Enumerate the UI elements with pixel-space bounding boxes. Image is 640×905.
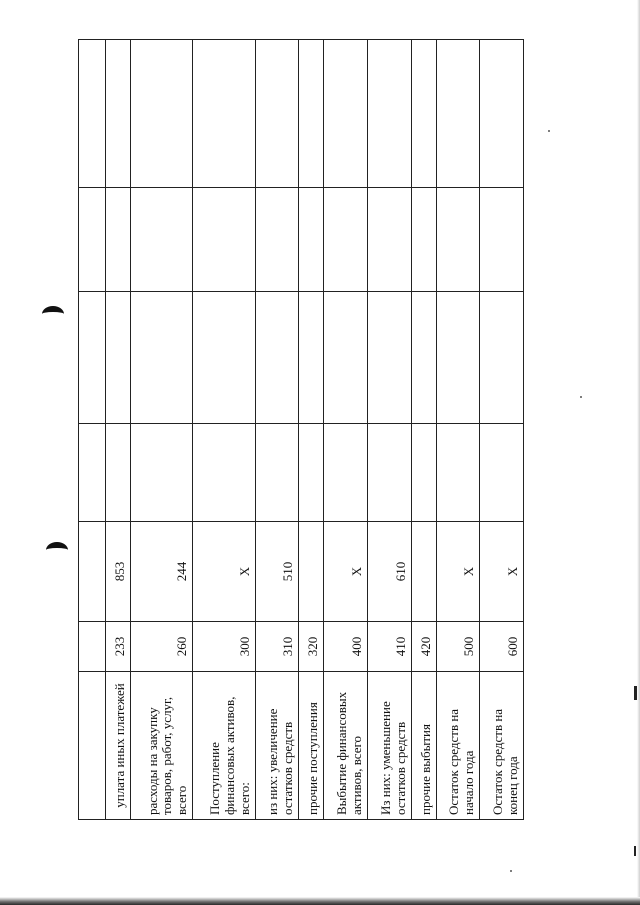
cell	[324, 40, 368, 188]
cell	[480, 292, 524, 424]
table-row	[79, 40, 106, 820]
cell	[255, 40, 299, 188]
row-kosgu: Х	[436, 522, 480, 622]
table-row	[193, 40, 255, 820]
cell	[255, 188, 299, 292]
table-row	[130, 40, 192, 820]
row-name: расходы на закупку товаров, работ, услуг, всего	[130, 672, 192, 820]
cell	[324, 188, 368, 292]
cell	[79, 672, 106, 820]
cell	[299, 292, 324, 424]
cell	[411, 424, 436, 522]
row-kosgu: 244	[130, 522, 192, 622]
row-kosgu: 510	[255, 522, 299, 622]
row-kosgu: Х	[324, 522, 368, 622]
row-code: 260	[130, 622, 192, 672]
cell	[436, 188, 480, 292]
cell	[79, 40, 106, 188]
cell	[324, 292, 368, 424]
cell	[324, 424, 368, 522]
row-code: 420	[411, 622, 436, 672]
row-code: 600	[480, 622, 524, 672]
scan-speck	[510, 870, 512, 872]
row-name: прочие поступления	[299, 672, 324, 820]
cell	[480, 40, 524, 188]
row-name: Из них: уменьшение остатков средств	[367, 672, 411, 820]
cell	[411, 188, 436, 292]
row-kosgu: 853	[106, 522, 131, 622]
table-row	[255, 40, 299, 820]
cell	[411, 40, 436, 188]
page-edge	[0, 897, 640, 905]
row-code: 500	[436, 622, 480, 672]
row-code: 310	[255, 622, 299, 672]
row-code: 400	[324, 622, 368, 672]
cell	[436, 40, 480, 188]
cell	[299, 424, 324, 522]
cell	[480, 188, 524, 292]
row-name: Выбытие финансовых активов, всего	[324, 672, 368, 820]
financial-activity-table	[78, 39, 524, 820]
row-kosgu: Х	[480, 522, 524, 622]
cell	[130, 40, 192, 188]
row-name: из них: увеличение остатков средств	[255, 672, 299, 820]
cell	[193, 424, 255, 522]
cell	[367, 188, 411, 292]
cell	[436, 424, 480, 522]
cell	[299, 40, 324, 188]
row-name: уплата иных платежей	[106, 672, 131, 820]
cell	[255, 292, 299, 424]
cell	[79, 292, 106, 424]
row-name: Поступление финансовых активов, всего:	[193, 672, 255, 820]
punch-hole-mark-top	[42, 306, 64, 322]
cell	[130, 292, 192, 424]
cell	[367, 40, 411, 188]
row-name: прочие выбытия	[411, 672, 436, 820]
scan-speck	[580, 396, 582, 398]
cell	[79, 424, 106, 522]
row-kosgu: 610	[367, 522, 411, 622]
row-name: Остаток средств на начало года	[436, 672, 480, 820]
cell	[106, 292, 131, 424]
row-code: 233	[106, 622, 131, 672]
cell	[106, 188, 131, 292]
table-row	[324, 40, 368, 820]
cell	[130, 424, 192, 522]
rotated-table-container	[78, 40, 524, 820]
cell	[79, 188, 106, 292]
cell	[79, 522, 106, 622]
row-kosgu: Х	[193, 522, 255, 622]
punch-hole-mark-bottom	[46, 542, 68, 558]
cell	[367, 424, 411, 522]
cell	[367, 292, 411, 424]
scan-speck	[548, 130, 550, 132]
cell	[130, 188, 192, 292]
cell	[299, 188, 324, 292]
cell	[106, 40, 131, 188]
row-code: 320	[299, 622, 324, 672]
table-row	[367, 40, 411, 820]
cell	[436, 292, 480, 424]
cell	[411, 292, 436, 424]
row-kosgu	[299, 522, 324, 622]
row-kosgu	[411, 522, 436, 622]
row-code: 300	[193, 622, 255, 672]
table-row	[436, 40, 480, 820]
cell	[480, 424, 524, 522]
scan-artifact	[634, 846, 636, 856]
table-row	[106, 40, 131, 820]
cell	[193, 292, 255, 424]
table-row	[299, 40, 324, 820]
cell	[255, 424, 299, 522]
row-code: 410	[367, 622, 411, 672]
cell	[106, 424, 131, 522]
cell	[79, 622, 106, 672]
cell	[193, 188, 255, 292]
row-name: Остаток средств на конец года	[480, 672, 524, 820]
cell	[193, 40, 255, 188]
table-row	[411, 40, 436, 820]
table-row	[480, 40, 524, 820]
